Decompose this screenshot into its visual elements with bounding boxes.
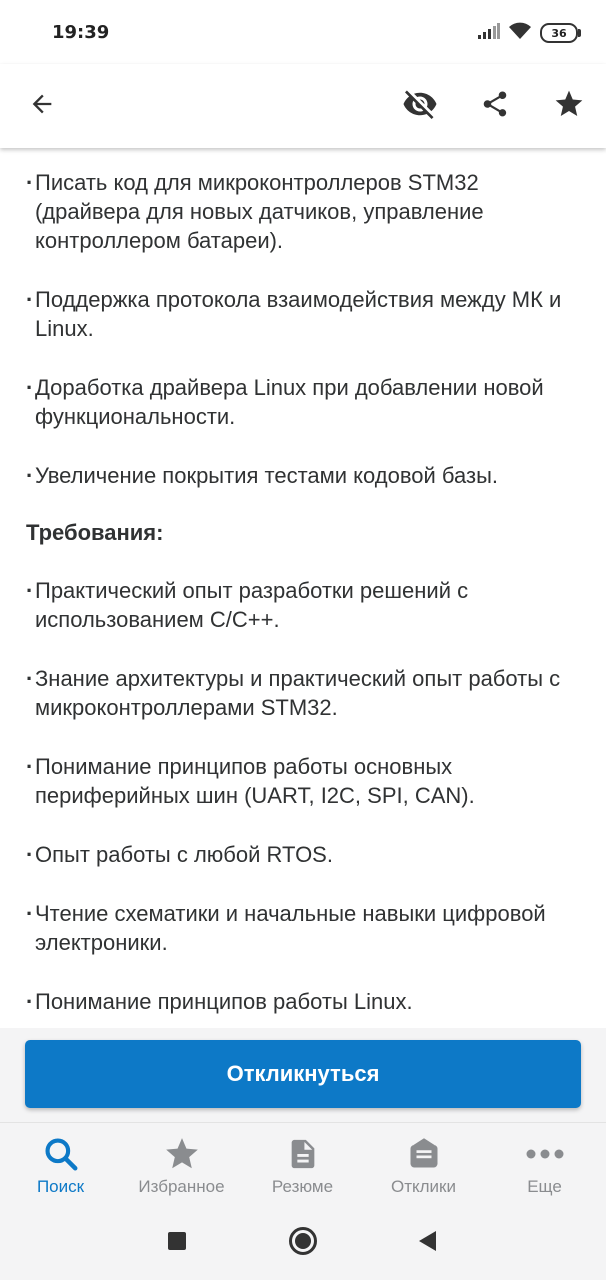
nav-item-label: Резюме	[271, 1177, 334, 1196]
bullet: ·	[26, 170, 34, 195]
bullet: ·	[26, 754, 34, 779]
list-item	[26, 840, 580, 869]
square-icon	[167, 1231, 187, 1256]
home-button[interactable]	[288, 1228, 318, 1258]
back-system-button[interactable]	[412, 1228, 442, 1258]
star-icon	[163, 1135, 201, 1178]
star-icon	[553, 88, 585, 125]
cta-container	[0, 1028, 606, 1122]
list-item-text: Чтение схематики и начальные навыки цифровой электроники.	[35, 901, 546, 955]
share-button[interactable]	[475, 86, 515, 126]
more-icon	[525, 1147, 565, 1165]
status-icons	[478, 21, 578, 45]
requirements-title: Требования:	[26, 520, 164, 545]
list-item-text: Доработка драйвера Linux при добавлении новой функциональности.	[35, 375, 544, 429]
battery-level: 36	[551, 26, 567, 40]
home-circle-icon	[288, 1226, 318, 1261]
bottom-nav	[0, 1122, 606, 1207]
list-item-text: Понимание принципов работы Linux.	[35, 989, 413, 1014]
list-item	[26, 461, 580, 490]
inbox-icon	[406, 1136, 442, 1177]
battery-icon	[540, 23, 578, 43]
list-item-text: Знание архитектуры и практический опыт работы с микроконтроллерами STM32.	[35, 666, 561, 720]
bullet: ·	[26, 578, 34, 603]
hide-vacancy-button[interactable]	[400, 86, 440, 126]
status-bar	[0, 0, 606, 64]
list-item	[26, 576, 580, 634]
list-item-text: Опыт работы с любой RTOS.	[35, 842, 333, 867]
list-item-text: Понимание принципов работы основных периферийных шин (UART, I2C, SPI, CAN).	[35, 754, 475, 808]
back-arrow-icon	[28, 90, 56, 123]
list-item-text: Практический опыт разработки решений с использованием C/C++.	[35, 578, 469, 632]
bullet: ·	[26, 375, 34, 400]
nav-item-resume[interactable]	[242, 1123, 363, 1207]
search-icon	[42, 1135, 80, 1178]
list-item	[26, 987, 580, 1016]
share-icon	[480, 89, 510, 124]
nav-item-responses[interactable]	[363, 1123, 484, 1207]
vacancy-description	[0, 150, 606, 1028]
list-item	[26, 899, 580, 957]
nav-item-search[interactable]	[0, 1123, 121, 1207]
list-item-text: Увеличение покрытия тестами кодовой базы.	[35, 463, 499, 488]
nav-item-label: Отклики	[391, 1177, 456, 1196]
bullet: ·	[26, 463, 34, 488]
bullet: ·	[26, 287, 34, 312]
eye-off-icon	[402, 86, 438, 127]
favorite-button[interactable]	[549, 86, 589, 126]
list-item	[26, 285, 580, 343]
app-bar	[0, 64, 606, 148]
nav-item-label: Еще	[527, 1177, 562, 1196]
list-item	[26, 168, 580, 255]
nav-item-label: Избранное	[138, 1177, 225, 1196]
bullet: ·	[26, 901, 34, 926]
bullet: ·	[26, 842, 34, 867]
nav-item-label: Поиск	[36, 1177, 85, 1196]
recent-apps-button[interactable]	[162, 1228, 192, 1258]
wifi-icon	[508, 22, 532, 45]
bullet: ·	[26, 989, 34, 1014]
back-triangle-icon	[416, 1229, 438, 1258]
nav-item-more[interactable]	[484, 1123, 605, 1207]
list-item-text: Поддержка протокола взаимодействия между МК и Linux.	[35, 287, 562, 341]
system-nav-bar	[0, 1206, 606, 1280]
document-icon	[286, 1136, 320, 1177]
list-item	[26, 373, 580, 431]
list-item-text: Писать код для микроконтроллеров STM32 (драйвера для новых датчиков, управление контроллером батареи).	[35, 170, 484, 253]
signal-icon	[478, 23, 500, 44]
list-item	[26, 752, 580, 810]
status-time: 19:39	[52, 22, 110, 43]
nav-item-favorites[interactable]	[121, 1123, 242, 1207]
back-button[interactable]	[22, 86, 62, 126]
list-item	[26, 664, 580, 722]
bullet: ·	[26, 666, 34, 691]
respond-button[interactable]: Откликнуться	[25, 1040, 581, 1108]
